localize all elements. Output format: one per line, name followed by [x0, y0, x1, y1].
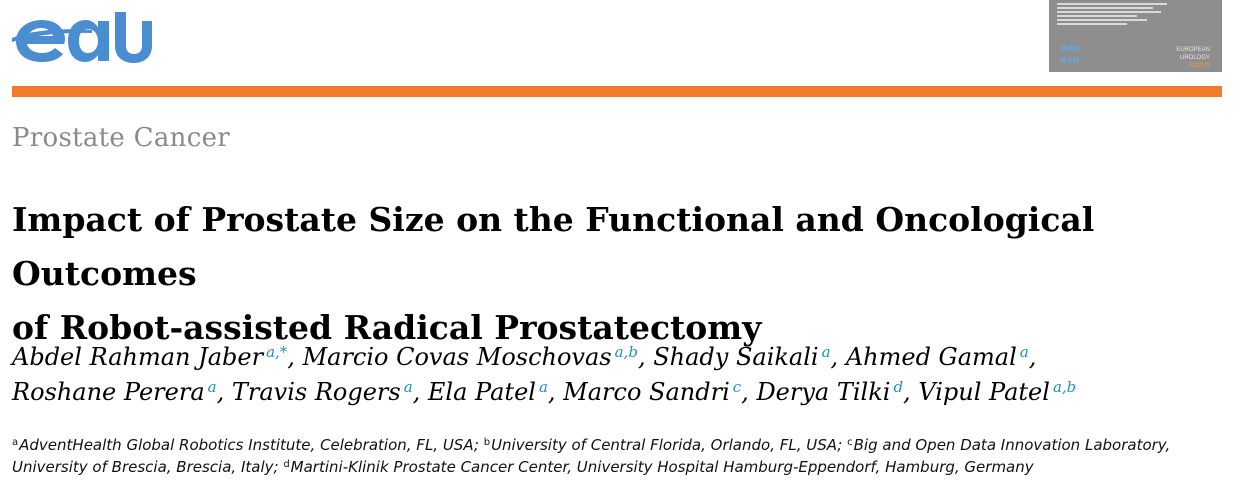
- author[interactable]: Travis Rogers $^a$: [231, 378, 413, 406]
- eau-esu-logo-icon: [1059, 40, 1087, 66]
- author[interactable]: Roshane Perera $^a$: [12, 378, 217, 406]
- author[interactable]: Marco Sandri $^c$: [563, 378, 742, 406]
- cover-brand-line1: EUROPEAN: [1176, 47, 1210, 53]
- cover-text-lines: [1057, 3, 1177, 27]
- article-title: [12, 193, 1232, 355]
- cover-brand-line2: UROLOGY: [1179, 55, 1210, 61]
- article-title-line1: Impact of Prostate Size on the Functional and Oncological Outcomes: [12, 200, 1095, 293]
- eau-logo: [12, 8, 152, 70]
- article-title-line2: of Robot-assisted Radical Prostatectomy: [12, 308, 762, 347]
- author[interactable]: Vipul Patel $^{a,b}$: [918, 378, 1077, 406]
- header-accent-bar: [12, 86, 1222, 97]
- author[interactable]: Shady Saikali $^a$: [653, 343, 831, 371]
- affiliation: $^d$Martini-Klinik Prostate Cancer Center, University Hospital Hamburg-Eppendorf, Hamburg, Germany: [283, 458, 1034, 476]
- author[interactable]: Ahmed Gamal $^a$: [845, 343, 1029, 371]
- author-line-1: Abdel Rahman Jaber $^{a,*}$, Marcio Covas Moschovas $^{a,b}$, Shady Saikali $^a$, Ahmed Gamal $^a$,: [12, 343, 1037, 371]
- author-list: [12, 340, 1232, 410]
- author[interactable]: Derya Tilki $^d$: [756, 378, 904, 406]
- affiliation: $^b$University of Central Florida, Orlando, FL, USA;: [483, 436, 848, 454]
- affiliation-list: [12, 434, 1237, 478]
- author-line-2: Roshane Perera $^a$, Travis Rogers $^a$, Ela Patel $^a$, Marco Sandri $^c$, Derya Tilki $^d$, Vipul Patel $^{a,b}$: [12, 378, 1077, 406]
- cover-brand-line3: FOCUS: [1189, 63, 1210, 69]
- svg-text:esu: esu: [1060, 55, 1080, 66]
- journal-cover-thumbnail[interactable]: [1049, 0, 1222, 72]
- author[interactable]: Marcio Covas Moschovas $^{a,b}$: [302, 343, 638, 371]
- article-section: Prostate Cancer: [12, 123, 230, 153]
- author[interactable]: Abdel Rahman Jaber $^{a,*}$: [12, 343, 288, 371]
- svg-text:eau: eau: [1060, 43, 1081, 54]
- cover-brand: [1176, 46, 1210, 70]
- affiliation: $^c$Big and Open Data Innovation Laboratory, University of Brescia, Brescia, Italy;: [12, 436, 1171, 476]
- affiliation: $^a$AdventHealth Global Robotics Institute, Celebration, FL, USA;: [12, 436, 484, 454]
- author[interactable]: Ela Patel $^a$: [427, 378, 548, 406]
